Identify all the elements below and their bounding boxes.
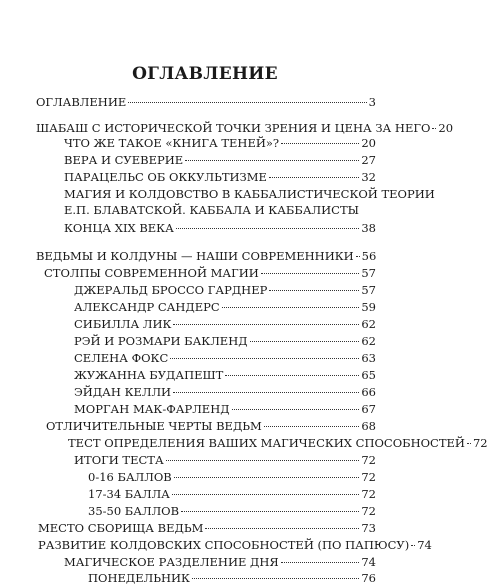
toc-entry-page: 72 — [361, 453, 376, 467]
leader-dots — [225, 375, 359, 376]
toc-entry[interactable] — [74, 368, 376, 383]
toc-entry-title: 35-50 БАЛЛОВ — [88, 504, 180, 518]
toc-entry[interactable] — [74, 300, 376, 315]
leader-dots — [269, 290, 359, 291]
toc-entry[interactable] — [36, 121, 454, 136]
toc-entry[interactable] — [64, 153, 376, 168]
toc-entry-title: ЖУЖАННА БУДАПЕШТ — [74, 368, 224, 382]
toc-entry[interactable] — [38, 538, 432, 553]
toc-entry[interactable] — [44, 266, 376, 281]
toc-entry[interactable] — [88, 571, 376, 586]
toc-entry-title: ЧТО ЖЕ ТАКОЕ «КНИГА ТЕНЕЙ»? — [64, 136, 280, 150]
page-title: ОГЛАВЛЕНИЕ — [132, 64, 278, 84]
leader-dots — [261, 273, 360, 274]
toc-entry-page: 72 — [361, 504, 376, 518]
toc-entry-page: 68 — [361, 419, 376, 433]
toc-entry-page: 32 — [361, 170, 376, 184]
toc-entry[interactable] — [68, 436, 488, 451]
toc-entry-title: МАГИЯ И КОЛДОВСТВО В КАББАЛИСТИЧЕСКОЙ ТЕОРИИ — [64, 187, 435, 201]
leader-dots — [232, 409, 360, 410]
toc-entry-page: 74 — [417, 538, 432, 552]
leader-dots — [281, 562, 360, 563]
toc-entry-title: 0-16 БАЛЛОВ — [88, 470, 172, 484]
leader-dots — [250, 341, 360, 342]
toc-entry-title: ВЕРА И СУЕВЕРИЕ — [64, 153, 184, 167]
leader-dots — [269, 177, 359, 178]
toc-entry[interactable] — [74, 453, 376, 468]
leader-dots — [185, 160, 359, 161]
toc-entry-page: 72 — [361, 487, 376, 501]
toc-entry[interactable] — [38, 521, 376, 536]
toc-entry-title: ПОНЕДЕЛЬНИК — [88, 571, 190, 585]
toc-entry[interactable] — [36, 95, 376, 110]
toc-entry[interactable] — [46, 419, 376, 434]
toc-entry-page: 3 — [368, 95, 376, 109]
toc-entry-page: 67 — [361, 402, 376, 416]
toc-entry-page: 20 — [438, 121, 454, 135]
toc-entry-title: ПАРАЦЕЛЬС ОБ ОККУЛЬТИЗМЕ — [64, 170, 267, 184]
toc-entry-title: КОНЦА XIX ВЕКА — [64, 221, 174, 235]
leader-dots — [467, 443, 471, 444]
toc-entry[interactable] — [74, 351, 376, 366]
toc-entry[interactable] — [88, 487, 376, 502]
toc-entry-page: 73 — [361, 521, 376, 535]
leader-dots — [264, 426, 360, 427]
toc-entry-title: МОРГАН МАК-ФАРЛЕНД — [74, 402, 230, 416]
toc-entry-page: 20 — [361, 136, 376, 150]
toc-entry-page: 59 — [361, 300, 376, 314]
toc-entry-page: 65 — [361, 368, 376, 382]
toc-entry-page: 72 — [361, 470, 376, 484]
toc-entry-title: ОТЛИЧИТЕЛЬНЫЕ ЧЕРТЫ ВЕДЬМ — [46, 419, 262, 433]
toc-entry-title: ИТОГИ ТЕСТА — [74, 453, 164, 467]
leader-dots — [172, 494, 359, 495]
toc-entry-page: 38 — [361, 221, 376, 235]
toc-entry-title: ТЕСТ ОПРЕДЕЛЕНИЯ ВАШИХ МАГИЧЕСКИХ СПОСОБНОСТЕЙ — [68, 436, 465, 450]
toc-entry[interactable] — [88, 504, 376, 519]
toc-entry-title: Е.П. БЛАВАТСКОЙ. КАББАЛА И КАББАЛИСТЫ — [64, 203, 359, 217]
leader-dots — [170, 358, 359, 359]
toc-entry[interactable] — [88, 470, 376, 485]
leader-dots — [356, 256, 360, 257]
toc-entry-title: ОГЛАВЛЕНИЕ — [36, 95, 127, 109]
toc-entry-page: 63 — [361, 351, 376, 365]
leader-dots — [173, 324, 359, 325]
toc-entry-title: АЛЕКСАНДР САНДЕРС — [74, 300, 220, 314]
toc-entry-title: СИБИЛЛА ЛИК — [74, 317, 172, 331]
toc-entry-page: 76 — [361, 571, 376, 585]
toc-entry-page: 74 — [361, 555, 376, 569]
toc-entry[interactable] — [64, 221, 376, 236]
toc-entry-title: ШАБАШ С ИСТОРИЧЕСКОЙ ТОЧКИ ЗРЕНИЯ И ЦЕНА ЗА НЕГО — [36, 121, 431, 135]
leader-dots — [411, 545, 415, 546]
toc-entry-page: 62 — [361, 317, 376, 331]
toc-entry[interactable] — [74, 283, 376, 298]
toc-entry[interactable] — [74, 317, 376, 332]
leader-dots — [181, 511, 359, 512]
toc-entry[interactable] — [64, 136, 376, 151]
toc-entry-page: 66 — [361, 385, 376, 399]
toc-entry-page: 57 — [361, 266, 376, 280]
leader-dots — [174, 477, 360, 478]
toc-entry[interactable] — [64, 555, 376, 570]
toc-entry[interactable] — [74, 402, 376, 417]
leader-dots — [176, 228, 360, 229]
toc-entry-page: 62 — [361, 334, 376, 348]
toc-entry-title: СТОЛПЫ СОВРЕМЕННОЙ МАГИИ — [44, 266, 259, 280]
leader-dots — [281, 143, 359, 144]
toc-entry-page: 72 — [472, 436, 488, 450]
toc-entry-page: 27 — [361, 153, 376, 167]
toc-entry[interactable] — [74, 385, 376, 400]
leader-dots — [173, 392, 359, 393]
toc-entry-title: МАГИЧЕСКОЕ РАЗДЕЛЕНИЕ ДНЯ — [64, 555, 279, 569]
toc-entry[interactable] — [74, 334, 376, 349]
toc-entry-title: МЕСТО СБОРИЩА ВЕДЬМ — [38, 521, 204, 535]
toc-entry[interactable] — [64, 170, 376, 185]
toc-entry-title: ДЖЕРАЛЬД БРОССО ГАРДНЕР — [74, 283, 268, 297]
toc-entry-title: СЕЛЕНА ФОКС — [74, 351, 169, 365]
leader-dots — [432, 128, 436, 129]
toc-entry-title: РАЗВИТИЕ КОЛДОВСКИХ СПОСОБНОСТЕЙ (ПО ПАПЮСУ) — [38, 538, 410, 552]
leader-dots — [166, 460, 360, 461]
toc-entry-title: ЭЙДАН КЕЛЛИ — [74, 385, 172, 399]
leader-dots — [222, 307, 360, 308]
toc-entry-title: ВЕДЬМЫ И КОЛДУНЫ — НАШИ СОВРЕМЕННИКИ — [36, 249, 354, 263]
toc-entry-page: 57 — [361, 283, 376, 297]
toc-entry-page: 56 — [361, 249, 377, 263]
leader-dots — [128, 102, 366, 103]
toc-entry-title: 17-34 БАЛЛА — [88, 487, 170, 501]
leader-dots — [205, 528, 359, 529]
toc-entry[interactable] — [36, 249, 376, 264]
toc-entry-title: РЭЙ И РОЗМАРИ БАКЛЕНД — [74, 334, 248, 348]
leader-dots — [192, 578, 359, 579]
